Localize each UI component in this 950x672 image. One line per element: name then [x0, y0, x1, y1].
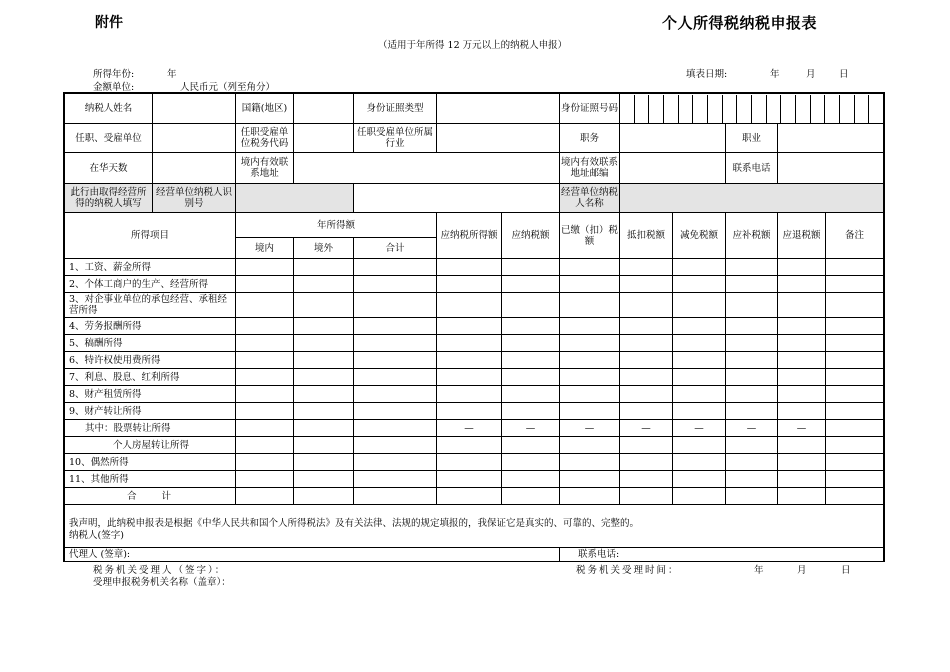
- income-cell[interactable]: [560, 437, 620, 454]
- income-cell[interactable]: [560, 259, 620, 276]
- income-cell[interactable]: [236, 437, 294, 454]
- business-tax-id-field[interactable]: [236, 184, 354, 213]
- income-cell[interactable]: [502, 352, 560, 369]
- postcode-field[interactable]: [620, 153, 726, 184]
- income-row: [65, 471, 884, 488]
- tax-receive-time-label: 税务机关受理时间：: [576, 565, 680, 576]
- amount-unit-label: 金额单位:: [93, 82, 135, 93]
- income-cell[interactable]: [826, 488, 884, 505]
- income-cell[interactable]: [560, 352, 620, 369]
- income-cell[interactable]: [294, 335, 354, 352]
- amount-unit-value: 人民币元（列至角分）: [180, 82, 276, 93]
- income-cell[interactable]: [620, 488, 673, 505]
- income-cell[interactable]: [437, 318, 502, 335]
- col-header-tax-supplement: 应补税额: [726, 213, 778, 259]
- income-cell[interactable]: [560, 335, 620, 352]
- receive-year: 年: [754, 565, 764, 576]
- income-row: [65, 276, 884, 293]
- fill-date-label: 填表日期:: [686, 69, 728, 80]
- agent-contact-phone[interactable]: 联系电话:: [560, 548, 884, 562]
- income-row-label: 6、特许权使用费所得: [65, 352, 236, 369]
- income-cell[interactable]: [294, 454, 354, 471]
- agent-signature[interactable]: 代理人 (签章):: [65, 548, 560, 562]
- form-subtitle: （适用于年所得 12 万元以上的纳税人申报）: [378, 40, 568, 51]
- income-cell[interactable]: [236, 259, 294, 276]
- income-cell[interactable]: [236, 420, 294, 437]
- income-cell[interactable]: [502, 488, 560, 505]
- income-row: [65, 318, 884, 335]
- occupation-label: 职业: [726, 124, 778, 153]
- income-cell[interactable]: [778, 471, 826, 488]
- income-cell[interactable]: [673, 318, 726, 335]
- income-cell[interactable]: [726, 471, 778, 488]
- income-cell[interactable]: [620, 386, 673, 403]
- income-cell[interactable]: [673, 276, 726, 293]
- col-header-tax-paid: 已缴（扣）税额: [560, 213, 620, 259]
- employer-tax-code-label: 任职受雇单位税务代码: [236, 124, 294, 153]
- income-cell[interactable]: [620, 276, 673, 293]
- days-in-china-label: 在华天数: [65, 153, 153, 184]
- income-cell[interactable]: [354, 369, 437, 386]
- income-row: [65, 454, 884, 471]
- dash-cell: —: [437, 420, 502, 437]
- income-cell[interactable]: [560, 471, 620, 488]
- dash-cell: —: [502, 420, 560, 437]
- income-cell[interactable]: [673, 454, 726, 471]
- dash-cell: —: [778, 420, 826, 437]
- income-cell[interactable]: [437, 488, 502, 505]
- income-cell[interactable]: [502, 369, 560, 386]
- business-name-label: 经营单位纳税人名称: [560, 184, 620, 213]
- income-cell[interactable]: [236, 454, 294, 471]
- income-row: [65, 488, 884, 505]
- phone-field[interactable]: [778, 153, 884, 184]
- col-header-remarks: 备注: [826, 213, 884, 259]
- phone-label: 联系电话: [726, 153, 778, 184]
- income-cell[interactable]: [778, 369, 826, 386]
- employer-industry-label: 任职受雇单位所属行业: [354, 124, 437, 153]
- occupation-field[interactable]: [778, 124, 884, 153]
- income-cell[interactable]: [560, 386, 620, 403]
- income-cell[interactable]: [294, 488, 354, 505]
- income-cell[interactable]: [294, 276, 354, 293]
- col-header-overseas: 境外: [294, 238, 354, 259]
- income-cell[interactable]: [673, 352, 726, 369]
- id-number-field[interactable]: [620, 94, 884, 124]
- income-cell[interactable]: [778, 454, 826, 471]
- income-cell[interactable]: [294, 386, 354, 403]
- income-cell[interactable]: [354, 318, 437, 335]
- income-cell[interactable]: [826, 259, 884, 276]
- income-cell[interactable]: [778, 276, 826, 293]
- income-cell[interactable]: [826, 437, 884, 454]
- income-cell[interactable]: [560, 276, 620, 293]
- income-cell[interactable]: [826, 293, 884, 318]
- income-year-unit: 年: [167, 69, 177, 80]
- col-header-tax-refund: 应退税额: [778, 213, 826, 259]
- income-row-label: 其中：股票转让所得: [65, 420, 236, 437]
- income-row-label: 1、工资、薪金所得: [65, 259, 236, 276]
- income-cell[interactable]: [826, 318, 884, 335]
- income-row-label: 合 计: [65, 488, 236, 505]
- receive-day: 日: [841, 565, 851, 576]
- income-cell[interactable]: [502, 293, 560, 318]
- days-in-china-field[interactable]: [153, 153, 236, 184]
- income-row-label: 2、个体工商户的生产、经营所得: [65, 276, 236, 293]
- employer-tax-code-field[interactable]: [294, 124, 354, 153]
- income-cell[interactable]: [502, 471, 560, 488]
- income-cell[interactable]: [826, 454, 884, 471]
- nationality-field[interactable]: [294, 94, 354, 124]
- income-cell[interactable]: [726, 488, 778, 505]
- income-cell[interactable]: [236, 318, 294, 335]
- employer-industry-field[interactable]: [437, 124, 560, 153]
- income-cell[interactable]: [778, 488, 826, 505]
- col-header-taxable-income: 应纳税所得额: [437, 213, 502, 259]
- income-cell[interactable]: [354, 293, 437, 318]
- income-cell[interactable]: [826, 386, 884, 403]
- domestic-address-field[interactable]: [294, 153, 560, 184]
- income-cell[interactable]: [437, 471, 502, 488]
- col-header-tax-credit: 抵扣税额: [620, 213, 673, 259]
- income-cell[interactable]: [778, 318, 826, 335]
- income-cell[interactable]: [437, 386, 502, 403]
- income-cell[interactable]: [778, 437, 826, 454]
- income-cell[interactable]: [236, 335, 294, 352]
- income-cell[interactable]: [294, 471, 354, 488]
- income-cell[interactable]: [236, 386, 294, 403]
- income-cell[interactable]: [726, 335, 778, 352]
- col-header-domestic: 境内: [236, 238, 294, 259]
- id-type-field[interactable]: [437, 94, 560, 124]
- income-cell[interactable]: [437, 369, 502, 386]
- employer-label: 任职、受雇单位: [65, 124, 153, 153]
- income-row-label: 8、财产租赁所得: [65, 386, 236, 403]
- income-cell[interactable]: [826, 420, 884, 437]
- income-cell[interactable]: [726, 352, 778, 369]
- income-cell[interactable]: [778, 335, 826, 352]
- income-cell[interactable]: [620, 369, 673, 386]
- dash-cell: —: [673, 420, 726, 437]
- income-cell[interactable]: [354, 454, 437, 471]
- business-tax-id-extra[interactable]: [354, 184, 560, 213]
- income-cell[interactable]: [437, 293, 502, 318]
- income-row: [65, 335, 884, 352]
- income-cell[interactable]: [354, 437, 437, 454]
- income-cell[interactable]: [673, 488, 726, 505]
- income-cell[interactable]: [354, 259, 437, 276]
- income-row: [65, 293, 884, 318]
- income-row-label: 个人房屋转让所得: [65, 437, 236, 454]
- income-cell[interactable]: [294, 293, 354, 318]
- income-cell[interactable]: [354, 420, 437, 437]
- business-name-field[interactable]: [620, 184, 884, 213]
- income-cell[interactable]: [236, 369, 294, 386]
- declaration-text: 我声明，此纳税申报表是根据《中华人民共和国个人所得税法》及有关法律、法规的规定填报的，我保证它是真实的、可靠的、完整的。: [69, 518, 640, 529]
- income-cell[interactable]: [826, 471, 884, 488]
- income-cell[interactable]: [354, 471, 437, 488]
- income-cell[interactable]: [354, 403, 437, 420]
- income-cell[interactable]: [437, 352, 502, 369]
- tax-receiver-label: 税务机关受理人（签字）：: [93, 565, 227, 576]
- postcode-label: 境内有效联系地址邮编: [560, 153, 620, 184]
- income-cell[interactable]: [726, 386, 778, 403]
- form-title: 个人所得税纳税申报表: [662, 14, 818, 32]
- income-cell[interactable]: [502, 386, 560, 403]
- income-row: [65, 437, 884, 454]
- income-cell[interactable]: [726, 276, 778, 293]
- col-header-total: 合计: [354, 238, 437, 259]
- income-cell[interactable]: [620, 335, 673, 352]
- income-row: [65, 420, 884, 437]
- income-cell[interactable]: [236, 293, 294, 318]
- income-cell[interactable]: [673, 369, 726, 386]
- nationality-label: 国籍(地区): [236, 94, 294, 124]
- income-cell[interactable]: [354, 335, 437, 352]
- income-cell[interactable]: [673, 293, 726, 318]
- declaration: [65, 505, 884, 548]
- id-type-label: 身份证照类型: [354, 94, 437, 124]
- income-cell[interactable]: [778, 259, 826, 276]
- income-cell[interactable]: [673, 471, 726, 488]
- income-cell[interactable]: [294, 403, 354, 420]
- fill-date-year: 年: [770, 69, 780, 80]
- income-cell[interactable]: [294, 259, 354, 276]
- income-cell[interactable]: [236, 488, 294, 505]
- income-cell[interactable]: [826, 369, 884, 386]
- income-row: [65, 352, 884, 369]
- income-cell[interactable]: [354, 352, 437, 369]
- income-cell[interactable]: [236, 352, 294, 369]
- income-cell[interactable]: [673, 386, 726, 403]
- income-cell[interactable]: [620, 318, 673, 335]
- income-cell[interactable]: [560, 488, 620, 505]
- tax-return-form: [64, 93, 884, 562]
- col-header-tax-payable: 应纳税额: [502, 213, 560, 259]
- domestic-address-label: 境内有效联系地址: [236, 153, 294, 184]
- income-cell[interactable]: [354, 488, 437, 505]
- declaration-signature: 纳税人(签字): [69, 530, 124, 541]
- income-cell[interactable]: [778, 386, 826, 403]
- income-cell[interactable]: [294, 420, 354, 437]
- dash-cell: —: [560, 420, 620, 437]
- income-row: [65, 386, 884, 403]
- col-header-item: 所得项目: [65, 213, 236, 259]
- income-cell[interactable]: [560, 369, 620, 386]
- fill-date-month: 月: [806, 69, 816, 80]
- income-cell[interactable]: [502, 276, 560, 293]
- income-cell[interactable]: [354, 386, 437, 403]
- income-cell[interactable]: [236, 471, 294, 488]
- income-row-label: 5、稿酬所得: [65, 335, 236, 352]
- income-cell[interactable]: [778, 352, 826, 369]
- income-cell[interactable]: [437, 335, 502, 352]
- income-cell[interactable]: [502, 403, 560, 420]
- income-cell[interactable]: [826, 403, 884, 420]
- business-note: 此行由取得经营所得的纳税人填写: [65, 184, 153, 213]
- income-cell[interactable]: [778, 293, 826, 318]
- dash-cell: —: [620, 420, 673, 437]
- income-cell[interactable]: [354, 276, 437, 293]
- income-cell[interactable]: [236, 403, 294, 420]
- id-number-label: 身份证照号码: [560, 94, 620, 124]
- income-row-label: 9、财产转让所得: [65, 403, 236, 420]
- income-row: [65, 259, 884, 276]
- income-cell[interactable]: [437, 259, 502, 276]
- income-cell[interactable]: [294, 318, 354, 335]
- income-cell[interactable]: [294, 352, 354, 369]
- income-cell[interactable]: [826, 335, 884, 352]
- receive-month: 月: [797, 565, 807, 576]
- income-cell[interactable]: [620, 293, 673, 318]
- business-tax-id-label: 经营单位纳税人识别号: [153, 184, 236, 213]
- income-row-label: 10、偶然所得: [65, 454, 236, 471]
- income-cell[interactable]: [620, 471, 673, 488]
- income-cell[interactable]: [726, 293, 778, 318]
- income-row: [65, 369, 884, 386]
- income-row-label: 3、对企事业单位的承包经营、承租经营所得: [65, 293, 236, 318]
- income-cell[interactable]: [502, 454, 560, 471]
- position-label: 职务: [560, 124, 620, 153]
- income-cell[interactable]: [778, 403, 826, 420]
- col-header-annual-income: 年所得额: [236, 213, 437, 238]
- income-cell[interactable]: [726, 454, 778, 471]
- income-cell[interactable]: [673, 403, 726, 420]
- income-cell[interactable]: [620, 352, 673, 369]
- income-cell[interactable]: [437, 403, 502, 420]
- income-cell[interactable]: [620, 259, 673, 276]
- income-row-label: 11、其他所得: [65, 471, 236, 488]
- income-cell[interactable]: [620, 437, 673, 454]
- income-cell[interactable]: [620, 403, 673, 420]
- income-cell[interactable]: [560, 454, 620, 471]
- income-cell[interactable]: [560, 293, 620, 318]
- income-row-label: 7、利息、股息、红利所得: [65, 369, 236, 386]
- income-cell[interactable]: [294, 437, 354, 454]
- income-cell[interactable]: [560, 318, 620, 335]
- income-row: [65, 403, 884, 420]
- income-cell[interactable]: [437, 276, 502, 293]
- income-cell[interactable]: [437, 454, 502, 471]
- income-cell[interactable]: [502, 318, 560, 335]
- income-cell[interactable]: [502, 437, 560, 454]
- employer-field[interactable]: [153, 124, 236, 153]
- income-cell[interactable]: [502, 259, 560, 276]
- income-year-label: 所得年份:: [93, 69, 135, 80]
- income-cell[interactable]: [560, 403, 620, 420]
- income-cell[interactable]: [236, 276, 294, 293]
- income-cell[interactable]: [673, 259, 726, 276]
- tax-office-name-label: 受理申报税务机关名称（盖章）：: [93, 577, 231, 588]
- income-cell[interactable]: [437, 437, 502, 454]
- taxpayer-name-field[interactable]: [153, 94, 236, 124]
- dash-cell: —: [726, 420, 778, 437]
- income-row-label: 4、劳务报酬所得: [65, 318, 236, 335]
- income-cell[interactable]: [502, 335, 560, 352]
- income-cell[interactable]: [673, 335, 726, 352]
- income-cell[interactable]: [726, 403, 778, 420]
- income-cell[interactable]: [294, 369, 354, 386]
- income-cell[interactable]: [620, 454, 673, 471]
- fill-date-day: 日: [839, 69, 849, 80]
- income-cell[interactable]: [826, 352, 884, 369]
- income-cell[interactable]: [726, 437, 778, 454]
- income-cell[interactable]: [726, 259, 778, 276]
- attachment-label: 附件: [95, 15, 123, 31]
- col-header-tax-relief: 减免税额: [673, 213, 726, 259]
- position-field[interactable]: [620, 124, 726, 153]
- income-cell[interactable]: [726, 318, 778, 335]
- income-cell[interactable]: [673, 437, 726, 454]
- income-cell[interactable]: [826, 276, 884, 293]
- taxpayer-name-label: 纳税人姓名: [65, 94, 153, 124]
- income-cell[interactable]: [726, 369, 778, 386]
